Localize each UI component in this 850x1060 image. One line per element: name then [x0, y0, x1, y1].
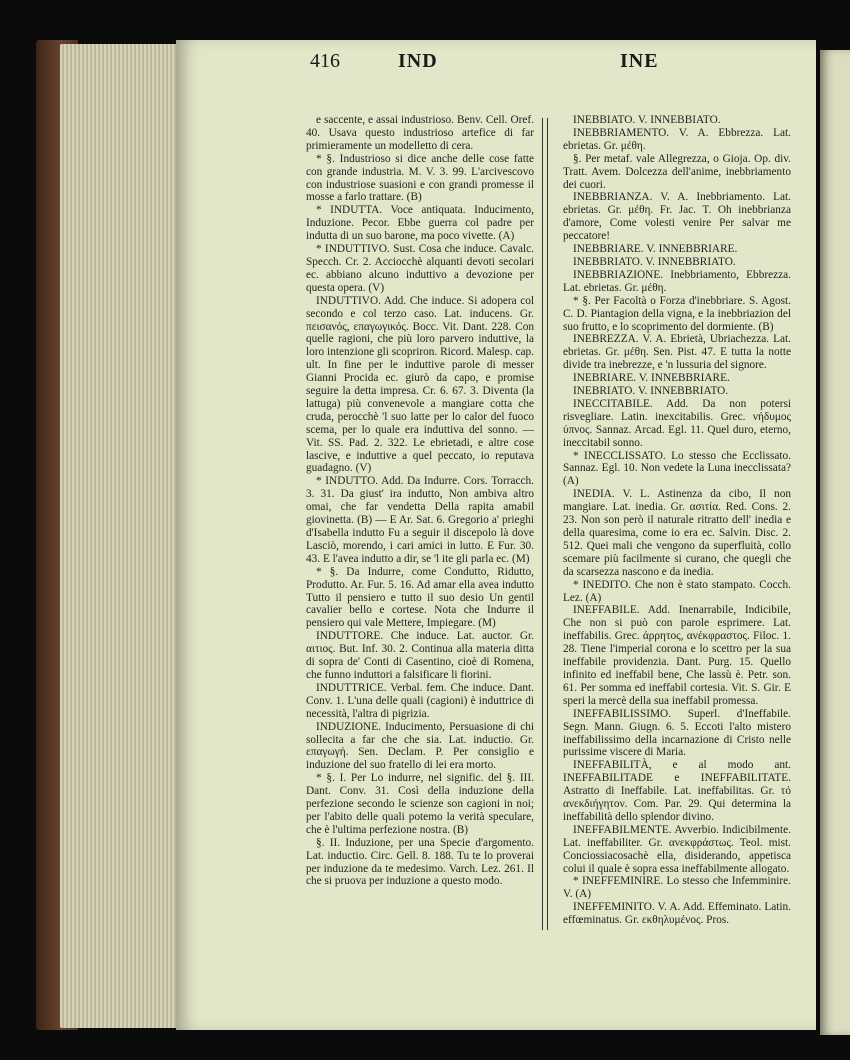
entry: * §. Per Facoltà o Forza d'inebbriare. S. Agost. C. D. Piantagion della vigna, e la inebbriazion del suo frutto, e lo scoprimento del dormiente. (B) [563, 294, 791, 333]
entry: * INDUTTIVO. Sust. Cosa che induce. Cavalc. Specch. Cr. 2. Acciocchè alquanti devoti secolari ec. abbiano alcuno induttivo a devozione per questa opera. (V) [306, 243, 534, 294]
left-column [306, 114, 534, 888]
entry: INEDIA. V. L. Astinenza da cibo, Il non mangiare. Lat. inedia. Gr. ασιτία. Red. Cons. 2. 23. Non son però il naturale ritratto dell' inedia e della quaresima, come io era ec. Salvin. Disc. 2. 512. Quei mali che vengono da superfluità, collo scemare più facilmente si curano, che quegli che da scarsezza nascono e da inedia. [563, 488, 791, 578]
entry: INEFFABILISSIMO. Superl. d'Ineffabile. Segn. Mann. Giugn. 6. 5. Eccoti l'alto mistero ineffabilissimo della incarnazione di Cristo nelle purissime viscere di Maria. [563, 707, 791, 759]
right-column [563, 114, 791, 927]
entry: INEFFABILE. Add. Inenarrabile, Indicibile, Che non si può con parole esprimere. Lat. ineffabilis. Grec. άρρητος, ανέκφραστος. Filoc. 1. 28. Tiene l'imperial corona e lo scettro per la sua ineffabile providenzia. Dant. Purg. 15. Quello infinito ed ineffabil bene, Che lassù è. Petr. son. 61. Per somma ed ineffabil cortesia. Vit. S. Gir. E speri la mercè della sua ineffabil promessa. [563, 604, 791, 707]
entry: INEBBRIAMENTO. V. A. Ebbrezza. Lat. ebrietas. Gr. μέθη. [563, 126, 791, 152]
entry: * §. I. Per Lo indurre, nel signific. del §. III. Dant. Conv. 31. Così della induzione della perfezione secondo le scienze son cagioni in noi; per l'abito delle quali potemo la verità speculare, che è l'ultima perfezione nostra. (B) [306, 772, 534, 836]
entry: INDUZIONE. Inducimento, Persuasione di chi sollecita a far che che sia. Lat. inductio. Gr. επαγωγή. Sen. Declam. P. Per consiglio e induzione del suo fratello di lei era morto. [306, 720, 534, 772]
entry: §. Per metaf. vale Allegrezza, o Gioja. Op. div. Tratt. Avem. Dolcezza dell'anime, inebbriamento dei cuori. [563, 152, 791, 191]
entry: INEBREZZA. V. A. Ebrietà, Ubriachezza. Lat. ebrietas. Gr. μέθη. Sen. Pist. 47. E tutta la notte divide tra inebrezze, e 'n lussuria del signore. [563, 333, 791, 372]
entry: * INEDITO. Che non è stato stampato. Cocch. Lez. (A) [563, 578, 791, 604]
entry: INEFFABILITÀ, e al modo ant. INEFFABILITADE e INEFFABILITATE. Astratto di Ineffabile. Lat. ineffabilitas. Gr. τό ανεκδιήγητον. Com. Par. 29. Qui determina la ineffabilità dello splendor divino. [563, 759, 791, 823]
entry: §. II. Induzione, per una Specie d'argomento. Lat. inductio. Circ. Gell. 8. 188. Tu te lo proverai per induzione da te medesimo. Varch. Lez. 261. Il che si pruova per induzione a questo modo. [306, 836, 534, 888]
page-number: 416 [310, 50, 340, 72]
entry: INEFFABILMENTE. Avverbio. Indicibilmente. Lat. ineffabiliter. Gr. ανεκφράστως. Teol. mist. Conciossiacosachè ella, disiderando, appetisca colui il quale è sopra essa ineffabilmente allogato. [563, 823, 791, 875]
entry: e saccente, e assai industrioso. Benv. Cell. Oref. 40. Usava questo industrioso artefice di far primieramente un modelletto di cera. [306, 114, 534, 152]
entry: INECCITABILE. Add. Da non potersi risvegliare. Latin. inexcitabilis. Grec. νήδυμος ύπνος. Sannaz. Arcad. Egl. 11. Quel duro, eterno, ineccitabil sonno. [563, 397, 791, 449]
entry: INEBBRIAZIONE. Inebbriamento, Ebbrezza. Lat. ebrietas. Gr. μέθη. [563, 268, 791, 294]
entry: INDUTTORE. Che induce. Lat. auctor. Gr. αιτιος. But. Inf. 30. 2. Continua alla materia ditta di sopra de' Conti di Casentino, cioè di Romena, che funno induttori a falsificare li fiorini. [306, 630, 534, 681]
entry: INEBBIATO. V. INNEBBIATO. [573, 114, 721, 126]
entry: INEFFEMINITO. V. A. Add. Effeminato. Latin. effœminatus. Gr. εκθηλυμένος. Pros. [563, 901, 791, 927]
entry: * §. Industrioso si dice anche delle cose fatte con grande industria. M. V. 3. 99. L'arcivescovo con industriose suasioni e con grandi promesse il mosse a farlo trattare. (B) [306, 152, 534, 204]
column-divider [542, 118, 548, 930]
guide-word-right: INE [620, 50, 659, 72]
entry: * §. Da Indurre, come Condutto, Ridutto, Produtto. Ar. Fur. 5. 16. Ad amar ella avea indutto Tutto il pensiero e tutto il suo desio Un gentil cavalier bello e cortese. Nota che Indurre il pensiero qui vale Mettere, Impiegare. (M) [306, 565, 534, 630]
entry: * INDUTTA. Voce antiquata. Inducimento, Induzione. Pecor. Ebbe guerra col padre per indutta di un suo barone, ma poco vivette. (A) [306, 204, 534, 243]
entry: * INDUTTO. Add. Da Indurre. Cors. Torracch. 3. 31. Da giust' ira indutto, Non ambiva altro omai, che far vendetta Della rapita amabil giovinetta. (B) — E Ar. Sat. 6. Gregorio a' prieghi d'Isabella indutto Fu a seguir il discepolo là dove Lasciò, morendo, i cari amici in lutto. E Fur. 30. 43. E l'avea indutto a dir, se 'l ite gli parla ec. (M) [306, 475, 534, 565]
entry: INEBRIATO. V. INNEBBRIATO. [573, 385, 729, 398]
entry: INEBBRIARE. V. INNEBBRIARE. [573, 243, 738, 256]
facing-page-edge [820, 50, 850, 1035]
entry: INEBBRIANZA. V. A. Inebbriamento. Lat. ebrietas. Gr. μέθη. Fr. Jac. T. Oh inebbrianza d'amore, Come volesti venire Per salvar me peccatore! [563, 191, 791, 243]
entry: * INEFFEMINIRE. Lo stesso che Infemminire. V. (A) [563, 875, 791, 901]
entry: INEBBRIATO. V. INNEBBRIATO. [573, 255, 736, 268]
entry: INDUTTIVO. Add. Che induce. Si adopera col secondo e col terzo caso. Lat. inducens. Gr. πεισανός, επαγωγικός. Bocc. Vit. Dant. 228. Con quelle ragioni, che più loro parvero induttive, la loro intenzione gli scopriron. Ricord. Malesp. cap. ult. In fine per le induttive parole di messer Gianni Procida ec. giurò da capo, e promise seguire la detta impresa. Cr. 6. 67. 3. Diventa (la lattuga) più convenevole a mangiare cotta che cruda, perocchè 'l suo latte per lo calor del fuoco scema, per lo quale era induttiva del sonno. — Vit. SS. Pad. 2. 322. Le ebrietadi, e altre cose lascive, e induttive a quel peccato, io reputava guadagno. (V) [306, 294, 534, 475]
guide-word-left: IND [398, 50, 438, 72]
entry: INEBRIARE. V. INNEBBRIARE. [573, 372, 730, 385]
entry: INDUTTRICE. Verbal. fem. Che induce. Dant. Conv. 1. L'una delle quali (cagioni) è induttrice di necessità, l'altra di pigrizia. [306, 681, 534, 720]
entry: * INECCLISSATO. Lo stesso che Ecclissato. Sannaz. Egl. 10. Non vedete la Luna inecclissata? (A) [563, 449, 791, 488]
